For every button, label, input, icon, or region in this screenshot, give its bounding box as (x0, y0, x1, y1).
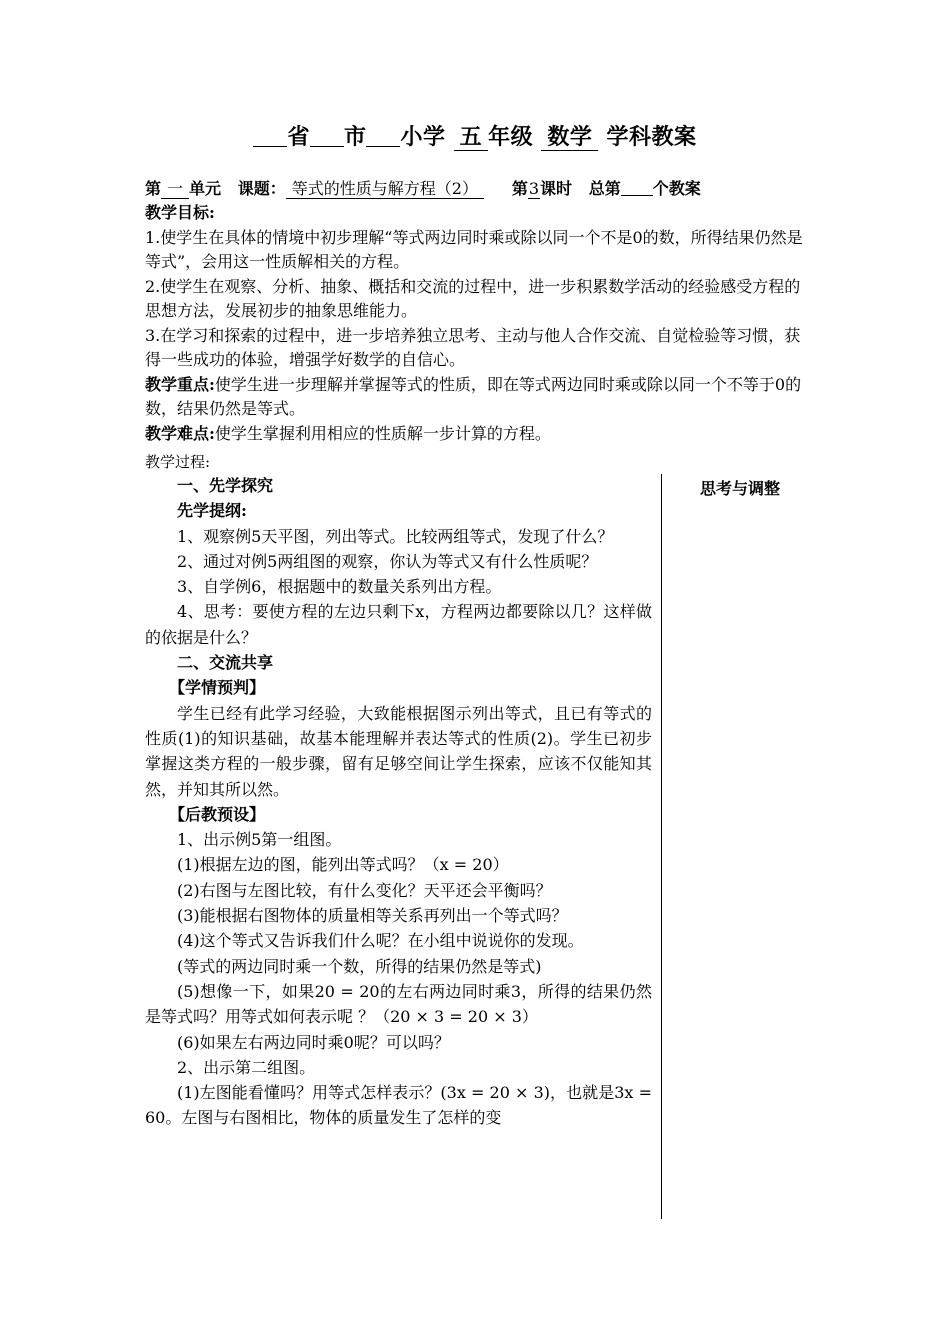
outline-item-2: 2、通过对例5两组图的观察，你认为等式又有什么性质呢？ (177, 551, 598, 571)
unit-prefix: 第 (145, 179, 162, 198)
title-subject-value: 数学 (541, 124, 598, 151)
predict-text: 学生已经有此学习经验，大致能根据图示列出等式，且已有等式的性质(1)的知识基础，故基本能理解并表达等式的性质(2)。学生已初步掌握这类方程的一般步骤，留有足够空间让学生探索，应该不仅能知其然，并知其所以然。 (145, 703, 652, 799)
preset-title: 【后教预设】 (169, 804, 266, 824)
side-column-title: 思考与调整 (700, 479, 781, 498)
lesson-intro (145, 201, 810, 446)
lesson-prefix: 第 (511, 179, 528, 198)
title-grade-label: 年级 (488, 124, 534, 150)
process-label: 教学过程: (145, 453, 211, 471)
title-school: 小学 (400, 124, 446, 150)
key-point-text: 使学生进一步理解并掌握等式的性质，即在等式两边同时乘或除以同一个不等于0的数，结果仍然是等式。 (145, 374, 802, 418)
section-1-title: 一、先学探究 (177, 476, 274, 495)
total-prefix: 总第 (588, 179, 621, 198)
difficulty-text: 使学生掌握利用相应的性质解一步计算的方程。 (214, 423, 551, 443)
title-grade-value: 五 (454, 124, 489, 151)
title-suffix: 学科教案 (606, 124, 697, 150)
preset-item-1-4: (4)这个等式又告诉我们什么呢？在小组中说说你的发现。 (177, 931, 584, 951)
city-blank (310, 124, 344, 147)
difficulty-label: 教学难点: (145, 423, 215, 443)
column-divider (661, 474, 662, 1219)
objective-item-3: 3.在学习和探索的过程中，进一步培养独立思考、主动与他人合作交流、自觉检验等习惯，获得一些成功的体验，增强学好数学的自信心。 (145, 325, 801, 369)
preset-item-1-5: (5)想像一下，如果20 = 20的左右两边同时乘3，所得的结果仍然是等式吗？用等式如何表示呢 ？（20 × 3 = 20 × 3） (145, 981, 652, 1027)
school-blank (366, 124, 400, 147)
preset-item-1-6: (6)如果左右两边同时乘0呢？可以吗？ (177, 1032, 450, 1052)
unit-label: 单元 (189, 179, 222, 198)
section-2-title: 二、交流共享 (177, 653, 274, 673)
preset-item-1-3: (3)能根据右图物体的质量相等关系再列出一个等式吗？ (177, 906, 568, 926)
total-suffix: 个教案 (652, 179, 701, 198)
process-main-column (145, 473, 652, 1131)
objective-item-2: 2.使学生在观察、分析、抽象、概括和交流的过程中，进一步积累数学活动的经验感受方程的思想方法，发展初步的抽象思维能力。 (145, 276, 801, 320)
title-province: 省 (287, 124, 310, 150)
lesson-plan-title (0, 120, 950, 151)
preset-item-1: 1、出示例5第一组图。 (177, 830, 342, 850)
outline-item-1: 1、观察例5天平图，列出等式。比较两组等式，发现了什么？ (177, 526, 614, 546)
objectives-heading: 教学目标: (145, 203, 215, 222)
preset-item-2: 2、出示第二组图。 (177, 1057, 316, 1077)
unit-value: 一 (161, 179, 189, 199)
predict-title: 【学情预判】 (169, 678, 266, 698)
objective-item-1: 1.使学生在具体的情境中初步理解“等式两边同时乘或除以同一个不是0的数，所得结果仍然是等式”，会用这一性质解相关的方程。 (145, 227, 803, 271)
outline-item-4: 4、思考：要使方程的左边只剩下x，方程两边都要除以几？这样做的依据是什么？ (145, 602, 652, 647)
key-point-label: 教学重点: (145, 374, 215, 394)
topic-value: 等式的性质与解方程（2） (286, 179, 484, 199)
province-blank (253, 124, 287, 147)
unit-info-line (145, 176, 810, 199)
outline-item-3: 3、自学例6，根据题中的数量关系列出方程。 (177, 577, 502, 597)
difficulty (145, 422, 810, 447)
total-blank (621, 179, 653, 196)
preset-item-1-1: (1)根据左边的图，能列出等式吗？（x = 20） (177, 855, 509, 875)
preset-item-1-2: (2)右图与左图比较，有什么变化？天平还会平衡吗？ (177, 880, 552, 900)
lesson-value: 3 (528, 179, 540, 198)
key-point (145, 373, 810, 422)
preset-item-1-4-answer: (等式的两边同时乘一个数，所得的结果仍然是等式) (177, 956, 542, 976)
section-1-subtitle: 先学提纲: (177, 501, 247, 521)
preset-item-2-1: (1)左图能看懂吗？用等式怎样表示？(3x = 20 × 3)，也就是3x = 60。左图与右图相比，物体的质量发生了怎样的变 (145, 1083, 652, 1128)
lesson-label: 课时 (540, 179, 573, 198)
topic-label: 课题： (237, 179, 286, 198)
title-city: 市 (343, 124, 367, 150)
